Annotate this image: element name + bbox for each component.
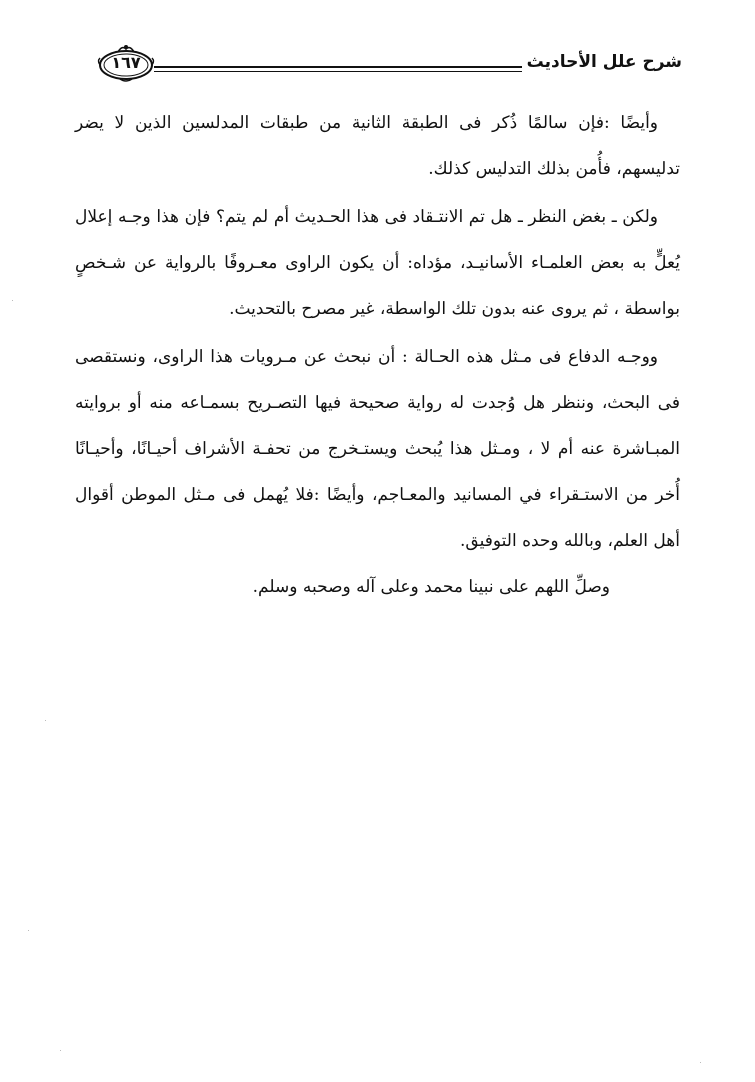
closing-prayer: وصلِّ اللهم على نبينا محمد وعلى آله وصحبه وسلم. <box>252 577 610 597</box>
header-rule-thin <box>154 71 522 72</box>
running-title: شرح علل الأحاديث <box>526 52 682 72</box>
page-header <box>92 44 682 88</box>
page-number-badge <box>96 44 156 84</box>
scan-speck <box>60 1050 61 1051</box>
paragraph-1: وأيضًا :فإن سالمًا ذُكر فى الطبقة الثانية من طبقات المدلسين الذين لا يضر تدليسهم، فأُمن بذلك التدليس كذلك. <box>75 113 680 179</box>
scan-speck <box>28 930 29 931</box>
scan-speck <box>45 720 46 721</box>
paragraph-2: ولكن ـ بغض النظر ـ هل تم الانتـقاد فى هذا الحـديث أم لم يتم؟ فإن هذا وجـه إعلال يُعلٍّ به بعض العلمـاء الأسانيـد، مؤداه: أن يكون الراوى معـروفًا بالرواية عن شـخصٍ بواسطة ، ثم يروى عنه بدون تلك الواسطة، غير مصرح بالتحديث. <box>75 207 680 319</box>
body-text <box>75 100 680 610</box>
page-number: ١٦٧ <box>111 53 141 72</box>
paragraph-3: ووجـه الدفاع فى مـثل هذه الحـالة : أن نبحث عن مـرويات هذا الراوى، ونستقصى فى البحث، وننظر هل وُجدت له رواية صحيحة فيها التصـريح بسمـاعه منه أو بروايته المبـاشرة عنه أم لا ، ومـثل هذا يُبحث ويستـخرج من تحفـة الأشراف أحيـانًا، وأحيـانًا أُخر من الاستـقراء في المسانيد والمعـاجم، وأيضًا :فلا يُهمل فى مـثل الموطن أقوال أهل العلم، وبالله وحده التوفيق. <box>75 347 681 551</box>
scan-speck <box>700 1062 701 1063</box>
scan-speck <box>12 300 13 301</box>
header-rule <box>154 66 522 68</box>
